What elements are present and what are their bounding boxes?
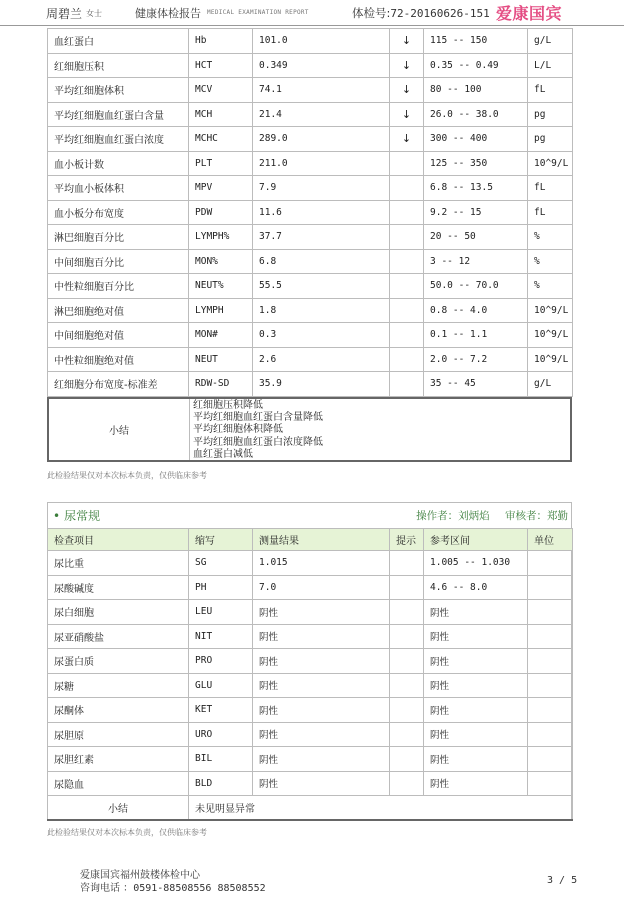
test-unit: 10^9/L [528,347,573,372]
result-flag [390,624,424,649]
result-flag: ↓ [390,127,424,152]
test-result: 阴性 [253,747,390,772]
footer-phone [80,882,266,895]
urine-routine-body [48,529,573,820]
test-result: 2.6 [253,347,390,372]
test-item: 红细胞压积 [48,53,189,78]
reference-range: 20 -- 50 [424,225,528,250]
urine-title-text: 尿常规 [64,509,101,523]
footer-phone-label: 咨询电话 ： [80,883,134,894]
test-item: 尿胆红素 [48,747,189,772]
reviewer-name: 郑勤 [547,510,568,522]
col-header-abbr: 缩写 [189,529,253,551]
test-abbr: URO [189,722,253,747]
table-row [48,29,573,54]
test-result: 阴性 [253,771,390,796]
test-result: 74.1 [253,78,390,103]
col-header-range: 参考区间 [424,529,528,551]
test-item: 尿酸碱度 [48,575,189,600]
blood-summary-label: 小结 [49,399,190,460]
table-row [48,698,573,723]
test-abbr: PH [189,575,253,600]
urine-disclaimer: 此检验结果仅对本次标本负责，仅供临床参考 [47,828,207,837]
result-flag: ↓ [390,53,424,78]
reference-range: 3 -- 12 [424,249,528,274]
table-row [48,600,573,625]
result-flag [390,274,424,299]
test-item: 平均血小板体积 [48,176,189,201]
table-row [48,649,573,674]
exam-number-label: 体检号: [352,6,391,20]
page-number: 3 / 5 [547,875,578,886]
test-abbr: LEU [189,600,253,625]
test-result: 0.3 [253,323,390,348]
result-flag [390,151,424,176]
test-abbr: MPV [189,176,253,201]
test-unit [528,600,573,625]
test-unit: fL [528,78,573,103]
test-result: 101.0 [253,29,390,54]
table-row [48,347,573,372]
urine-summary-text: 未见明显异常 [189,796,573,820]
test-abbr: PLT [189,151,253,176]
result-flag [390,649,424,674]
footer-org: 爱康国宾福州鼓楼体检中心 [80,870,200,881]
table-row [48,102,573,127]
test-abbr: BIL [189,747,253,772]
test-unit [528,722,573,747]
test-item: 尿蛋白质 [48,649,189,674]
result-flag [390,747,424,772]
reference-range: 35 -- 45 [424,372,528,397]
test-unit [528,771,573,796]
result-flag [390,575,424,600]
table-row [48,249,573,274]
report-header [0,0,624,27]
reference-range: 阴性 [424,771,528,796]
test-abbr: NEUT% [189,274,253,299]
test-item: 淋巴细胞百分比 [48,225,189,250]
table-row [48,53,573,78]
test-item: 尿糖 [48,673,189,698]
reference-range: 26.0 -- 38.0 [424,102,528,127]
table-row [48,323,573,348]
table-row [48,722,573,747]
reference-range: 4.6 -- 8.0 [424,575,528,600]
test-abbr: MON% [189,249,253,274]
test-result: 21.4 [253,102,390,127]
test-unit: pg [528,102,573,127]
test-unit: 10^9/L [528,298,573,323]
table-row [48,78,573,103]
test-result: 289.0 [253,127,390,152]
test-unit: pg [528,127,573,152]
test-abbr: PRO [189,649,253,674]
test-abbr: MCH [189,102,253,127]
test-unit: g/L [528,29,573,54]
reference-range: 阴性 [424,722,528,747]
test-unit [528,575,573,600]
summary-line: 平均红细胞血红蛋白含量降低 [193,412,323,424]
table-row [48,673,573,698]
result-flag [390,347,424,372]
test-unit: g/L [528,372,573,397]
col-header-item: 检查项目 [48,529,189,551]
urine-section-title [53,507,100,524]
test-item: 中性粒细胞百分比 [48,274,189,299]
col-header-flag: 提示 [390,529,424,551]
test-result: 211.0 [253,151,390,176]
test-result: 阴性 [253,649,390,674]
test-result: 0.349 [253,53,390,78]
test-item: 平均红细胞体积 [48,78,189,103]
report-footer [80,869,266,895]
result-flag [390,551,424,576]
table-row [48,372,573,397]
test-item: 尿隐血 [48,771,189,796]
test-abbr: MCV [189,78,253,103]
summary-line: 平均红细胞血红蛋白浓度降低 [193,436,323,448]
urine-operators [410,508,568,523]
table-row [48,771,573,796]
test-result: 阴性 [253,624,390,649]
test-unit: fL [528,176,573,201]
reference-range: 阴性 [424,600,528,625]
test-item: 血小板分布宽度 [48,200,189,225]
test-abbr: GLU [189,673,253,698]
blood-summary [47,397,572,462]
test-item: 血小板计数 [48,151,189,176]
test-item: 平均红细胞血红蛋白含量 [48,102,189,127]
test-unit: fL [528,200,573,225]
result-flag: ↓ [390,102,424,127]
col-header-unit: 单位 [528,529,573,551]
urine-summary-label: 小结 [48,796,189,820]
test-result: 37.7 [253,225,390,250]
reference-range: 阴性 [424,624,528,649]
result-flag [390,176,424,201]
test-item: 红细胞分布宽度-标准差 [48,372,189,397]
test-result: 阴性 [253,722,390,747]
brand-logo: 爱康国宾 [496,4,563,23]
result-flag [390,722,424,747]
blood-routine-body [48,29,573,397]
test-item: 中间细胞绝对值 [48,323,189,348]
table-row [48,624,573,649]
operator-label: 操作者： [416,510,459,522]
test-abbr: HCT [189,53,253,78]
operator-name: 刘炳焰 [458,510,490,522]
reference-range: 80 -- 100 [424,78,528,103]
reference-range: 6.8 -- 13.5 [424,176,528,201]
test-result: 阴性 [253,673,390,698]
test-item: 淋巴细胞绝对值 [48,298,189,323]
test-unit: % [528,249,573,274]
result-flag [390,673,424,698]
test-abbr: NIT [189,624,253,649]
blood-disclaimer: 此检验结果仅对本次标本负责，仅供临床参考 [47,471,207,480]
report-title: 健康体检报告 [135,7,201,20]
reference-range: 0.1 -- 1.1 [424,323,528,348]
test-result: 1.015 [253,551,390,576]
reference-range: 阴性 [424,673,528,698]
test-item: 尿白细胞 [48,600,189,625]
reference-range: 125 -- 350 [424,151,528,176]
test-item: 尿亚硝酸盐 [48,624,189,649]
test-abbr: MCHC [189,127,253,152]
test-abbr: MON# [189,323,253,348]
table-row [48,551,573,576]
table-row [48,200,573,225]
urine-section-header [47,502,572,528]
test-abbr: BLD [189,771,253,796]
reference-range: 50.0 -- 70.0 [424,274,528,299]
header-divider [0,25,624,26]
test-abbr: SG [189,551,253,576]
test-item: 尿胆原 [48,722,189,747]
patient-name: 周碧兰 [46,7,83,21]
result-flag [390,323,424,348]
table-row [48,151,573,176]
test-item: 血红蛋白 [48,29,189,54]
reference-range: 0.35 -- 0.49 [424,53,528,78]
table-row [48,274,573,299]
test-result: 55.5 [253,274,390,299]
test-item: 尿比重 [48,551,189,576]
test-result: 11.6 [253,200,390,225]
patient-gender: 女士 [86,9,102,18]
test-result: 7.9 [253,176,390,201]
reference-range: 9.2 -- 15 [424,200,528,225]
summary-line: 血红蛋白减低 [193,448,253,460]
test-unit: % [528,225,573,250]
result-flag [390,200,424,225]
result-flag [390,600,424,625]
test-item: 中间细胞百分比 [48,249,189,274]
test-item: 尿酮体 [48,698,189,723]
test-unit [528,747,573,772]
reference-range: 阴性 [424,747,528,772]
test-unit [528,698,573,723]
test-result: 阴性 [253,698,390,723]
table-row [48,298,573,323]
reference-range: 0.8 -- 4.0 [424,298,528,323]
result-flag: ↓ [390,78,424,103]
reference-range: 阴性 [424,698,528,723]
result-flag [390,771,424,796]
test-abbr: NEUT [189,347,253,372]
test-unit: 10^9/L [528,323,573,348]
test-abbr: Hb [189,29,253,54]
result-flag [390,225,424,250]
test-result: 1.8 [253,298,390,323]
test-abbr: RDW-SD [189,372,253,397]
reference-range: 阴性 [424,649,528,674]
reviewer-label: 审核者： [505,510,547,522]
exam-number [352,5,490,21]
test-unit [528,551,573,576]
table-row [48,127,573,152]
table-row [48,225,573,250]
reference-range: 2.0 -- 7.2 [424,347,528,372]
test-unit [528,649,573,674]
summary-line: 红细胞压积降低 [193,400,263,411]
test-result: 35.9 [253,372,390,397]
footer-phone-number: 0591-88508556 88508552 [133,883,266,894]
exam-number-value: 72-20160626-151 [390,7,490,20]
result-flag [390,372,424,397]
test-unit: L/L [528,53,573,78]
report-title-en: MEDICAL EXAMINATION REPORT [207,9,309,16]
test-abbr: LYMPH% [189,225,253,250]
col-header-result: 测量结果 [253,529,390,551]
reference-range: 300 -- 400 [424,127,528,152]
test-abbr: PDW [189,200,253,225]
urine-routine-table [47,528,573,821]
blood-summary-lines [193,400,323,461]
test-item: 平均红细胞血红蛋白浓度 [48,127,189,152]
result-flag [390,298,424,323]
urine-summary [48,796,573,820]
test-result: 阴性 [253,600,390,625]
result-flag [390,249,424,274]
result-flag: ↓ [390,29,424,54]
bullet-icon: • [53,509,61,523]
test-unit: 10^9/L [528,151,573,176]
blood-routine-table [47,28,573,397]
table-row [48,575,573,600]
table-row [48,747,573,772]
test-unit: % [528,274,573,299]
test-abbr: LYMPH [189,298,253,323]
reference-range: 115 -- 150 [424,29,528,54]
test-unit [528,673,573,698]
result-flag [390,698,424,723]
test-unit [528,624,573,649]
test-result: 6.8 [253,249,390,274]
reference-range: 1.005 -- 1.030 [424,551,528,576]
test-item: 中性粒细胞绝对值 [48,347,189,372]
urine-table-header [48,529,573,551]
table-row [48,176,573,201]
test-abbr: KET [189,698,253,723]
summary-line: 平均红细胞体积降低 [193,424,283,436]
test-result: 7.0 [253,575,390,600]
